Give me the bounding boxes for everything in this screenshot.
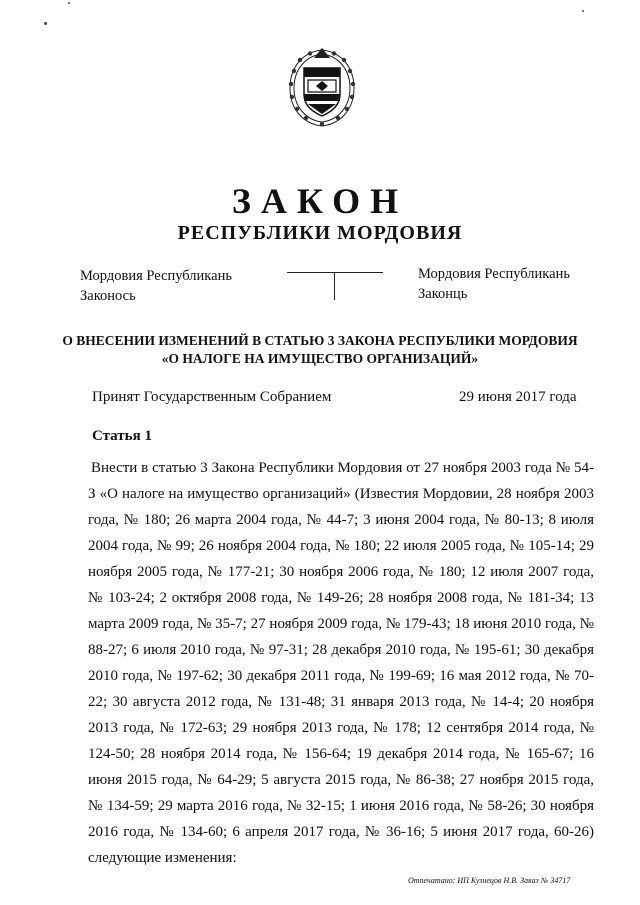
printer-imprint: Отпечатано: ИП Кузнецов Н.В. Заказ № 34717 bbox=[408, 876, 571, 885]
adoption-date: 29 июня 2017 года bbox=[459, 389, 577, 405]
erzya-header-line1: Мордовия Республикань bbox=[418, 266, 570, 282]
moksha-header-line2: Законось bbox=[80, 288, 136, 304]
law-subject-line1: О ВНЕСЕНИИ ИЗМЕНЕНИЙ В СТАТЬЮ 3 ЗАКОНА РЕСПУБЛИКИ МОРДОВИЯ bbox=[62, 333, 578, 348]
header-divider-horizontal bbox=[287, 272, 383, 273]
article-heading: Статья 1 bbox=[92, 428, 152, 444]
scan-speck bbox=[582, 10, 584, 12]
moksha-header-block bbox=[80, 266, 232, 306]
moksha-header-line1: Мордовия Республикань bbox=[80, 268, 232, 284]
article-body bbox=[88, 455, 594, 871]
article-paragraph: Внести в статью 3 Закона Республики Мордовия от 27 ноября 2003 года № 54-З «О налоге на имущество организаций» (Известия Мордовии, 28 ноября 2003 года, № 180; 26 марта 2004 года, № 44-7; 3 июня 2004 года, № 80-13; 8 июля 2004 года, № 99; 26 ноября 2004 года, № 180; 22 июля 2005 года, № 105-14; 29 ноября 2005 года, № 177-21; 30 ноября 2006 года, № 180; 12 июля 2007 года, № 103-24; 2 октября 2008 года, № 149-26; 28 ноября 2008 года, № 181-34; 13 марта 2009 года, № 35-7; 27 ноября 2009 года, № 179-43; 18 июня 2010 года, № 88-27; 6 июля 2010 года, № 97-31; 28 декабря 2010 года, № 195-61; 30 декабря 2010 года, № 197-62; 30 декабря 2011 года, № 199-69; 16 мая 2012 года, № 70-22; 30 августа 2012 года, № 131-48; 31 января 2013 года, № 14-4; 20 ноября 2013 года, № 172-63; 29 ноября 2013 года, № 178; 12 сентября 2014 года, № 124-50; 28 ноября 2014 года, № 156-64; 19 декабря 2014 года, № 165-67; 16 июня 2015 года, № 64-29; 5 августа 2015 года, № 86-38; 27 ноября 2015 года, № 134-59; 29 марта 2016 года, № 32-15; 1 июня 2016 года, № 58-26; 30 ноября 2016 года, № 134-60; 6 апреля 2017 года, № 36-16; 5 июня 2017 года, 60-26) следующие изменения: bbox=[88, 460, 594, 866]
law-subtitle: РЕСПУБЛИКИ МОРДОВИЯ bbox=[177, 222, 463, 244]
law-subject-line2: «О НАЛОГЕ НА ИМУЩЕСТВО ОРГАНИЗАЦИЙ» bbox=[161, 351, 479, 366]
coat-of-arms-emblem bbox=[284, 44, 360, 130]
scan-speck bbox=[68, 2, 70, 4]
erzya-header-line2: Законць bbox=[418, 286, 468, 302]
scan-speck bbox=[44, 22, 47, 25]
law-title: ЗАКОН bbox=[231, 181, 409, 221]
adoption-statement: Принят Государственным Собранием bbox=[92, 389, 332, 405]
law-subject bbox=[0, 332, 640, 368]
erzya-header-block bbox=[418, 264, 570, 304]
header-divider-vertical bbox=[334, 272, 335, 300]
